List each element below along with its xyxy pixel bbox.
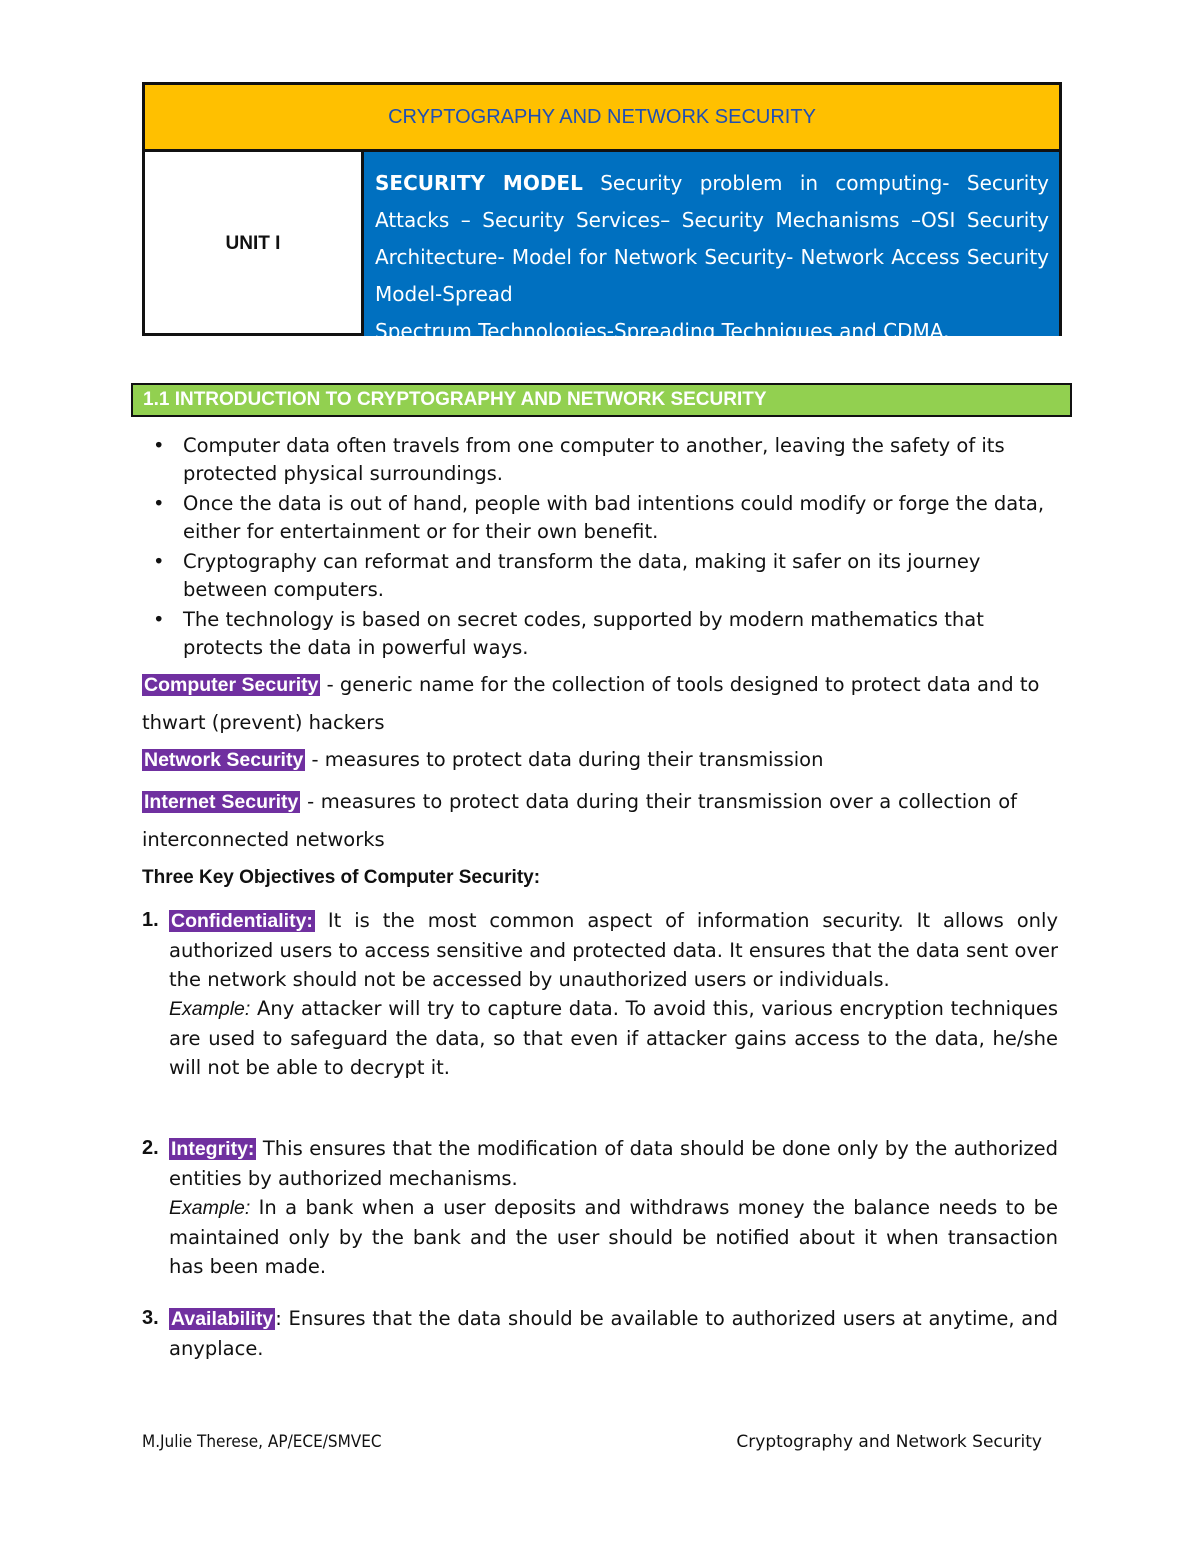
objective-term: Confidentiality: [171,910,313,932]
definition-text: - measures to protect data during their transmission over a collection of interconnected networks [142,790,1017,851]
definition-text: - generic name for the collection of tools designed to protect data and to thwart (prevent) hackers [142,673,1040,734]
bullet-text: Cryptography can reformat and transform the data, making it safer on its journey between computers. [183,550,981,601]
syllabus-cell [364,152,1059,343]
bullet-icon: • [153,550,165,573]
objective-number: 1. [142,909,159,931]
bullet-text: Computer data often travels from one computer to another, leaving the safety of its protected physical surroundings. [183,434,1005,485]
unit-header-table [142,82,1062,343]
objective-text: This ensures that the modification of data should be done only by the authorized entities by authorized mechanisms. [169,1137,1058,1190]
objectives-heading: Three Key Objectives of Computer Security: [142,867,541,888]
definition-term: Network Security [144,749,304,771]
definition-computer-security [142,666,1082,741]
objective-integrity [142,1134,1058,1281]
objective-term: Integrity: [171,1138,255,1160]
example-label: Example: [169,1197,251,1219]
objective-number: 2. [142,1137,159,1159]
objective-text: It is the most common aspect of information security. It allows only authorized users to access sensitive and protected data. It ensures that the data sent over the network should not be accessed by unauthorized users or individuals. [169,909,1058,991]
definition-internet-security [142,783,1017,858]
footer-course: Cryptography and Network Security [736,1432,1042,1452]
unit-row [145,152,1059,343]
bullet-icon: • [153,434,165,457]
definition-term: Internet Security [144,791,299,813]
bullet-text: The technology is based on secret codes, supported by modern mathematics that protects the data in powerful ways. [183,608,984,659]
list-item [150,606,1050,662]
objective-number: 3. [142,1307,159,1329]
objective-availability [142,1304,1058,1363]
objective-text: : Ensures that the data should be available to authorized users at anytime, and anyplace. [169,1307,1058,1360]
footer-author: M.Julie Therese, AP/ECE/SMVEC [142,1432,382,1452]
syllabus-text: Security problem in computing- Security Attacks – Security Services– Security Mechanisms –OSI Security Architecture- Model for Network Security- Network Access Security Model-Spread [375,171,1049,306]
bullet-icon: • [153,608,165,631]
list-item [150,490,1050,546]
example-text: In a bank when a user deposits and withdraws money the balance needs to be maintained only by the bank and the user should be notified about it when transaction has been made. [169,1196,1058,1278]
intro-bullet-list [150,432,1050,664]
bullet-icon: • [153,492,165,515]
syllabus-text-2: Spectrum Technologies-Spreading Techniques and CDMA. [375,319,950,343]
list-item [150,432,1050,488]
section-heading: 1.1 INTRODUCTION TO CRYPTOGRAPHY AND NETWORK SECURITY [131,383,1072,417]
definition-term: Computer Security [144,674,319,696]
bullet-text: Once the data is out of hand, people with bad intentions could modify or forge the data, either for entertainment or for their own benefit. [183,492,1045,543]
list-item [150,548,1050,604]
definition-text: - measures to protect data during their transmission [305,748,824,771]
objective-term: Availability [171,1308,274,1330]
example-text: Any attacker will try to capture data. To avoid this, various encryption techniques are used to safeguard the data, so that even if attacker gains access to the data, he/she will not be able to decrypt it. [169,997,1058,1079]
course-title: CRYPTOGRAPHY AND NETWORK SECURITY [145,85,1059,152]
example-label: Example: [169,998,251,1020]
syllabus-lead: SECURITY MODEL [375,171,583,195]
definition-network-security [142,746,1042,774]
unit-label: UNIT I [145,152,364,336]
objective-confidentiality [142,906,1058,1082]
